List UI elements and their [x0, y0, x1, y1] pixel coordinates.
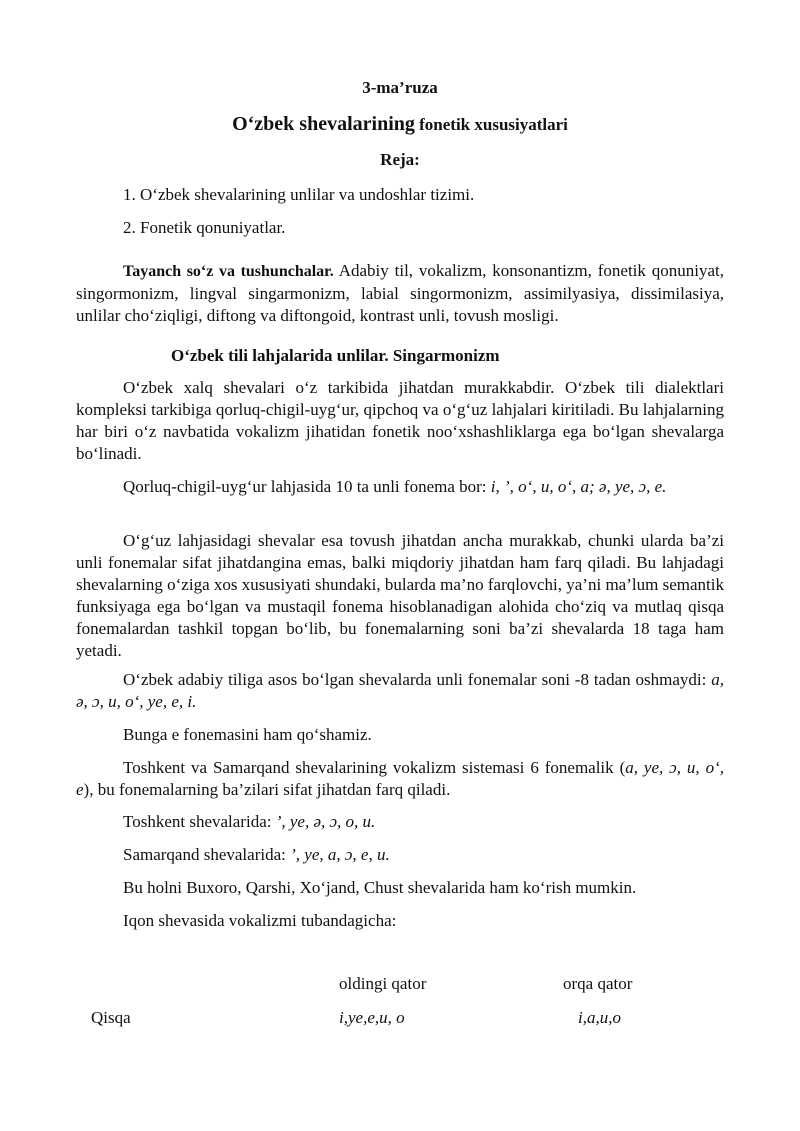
paragraph-9-text: Bu holni Buxoro, Qarshi, Xo‘jand, Chust shevalarida ham ko‘rish mumkin. [123, 878, 637, 897]
paragraph-6-vowels: a, ye, ɔ, u, o‘, e [76, 758, 724, 799]
paragraph-5-text: Bunga e fonemasini ham qo‘shamiz. [123, 725, 372, 744]
paragraph-5 [76, 724, 724, 746]
keywords-text: Adabiy til, vokalizm, konsonantizm, fonetik qonuniyat, singormonizm, lingval singarmonizm, labial singormonizm, assimilyasiya, dissimilasiya, unlilar cho‘ziqligi, diftong va diftongoid, kontrast unli, tovush mosligi. [76, 261, 725, 325]
paragraph-10 [76, 910, 724, 932]
keywords-label: Tayanch so‘z va tushunchalar. [123, 263, 334, 280]
keywords-paragraph [76, 260, 724, 327]
paragraph-4 [76, 669, 724, 713]
title-part-2: fonetik xususiyatlari [414, 115, 568, 134]
plan-item-2: 2. Fonetik qonuniyatlar. [123, 218, 286, 237]
table-header-back-row: orqa qator [563, 974, 633, 993]
paragraph-6-text-a: Toshkent va Samarqand shevalarining vokalizm sistemasi 6 fonemalik ( [123, 758, 626, 777]
paragraph-2-vowels: i, ’, o‘, u, o‘, a; ə, ye, ɔ, e. [490, 477, 667, 496]
section-title: O‘zbek tili lahjalarida unlilar. Singarmonizm [171, 346, 500, 365]
paragraph-7-text: Toshkent shevalarida: [123, 812, 276, 831]
paragraph-1 [76, 377, 724, 465]
paragraph-8 [76, 844, 724, 866]
table-row-label-short: Qisqa [91, 1008, 131, 1027]
table-cell-short-front: i,ye,e,u, o [339, 1008, 405, 1027]
paragraph-3 [76, 530, 724, 662]
paragraph-2-text: Qorluq-chigil-uyg‘ur lahjasida 10 ta unli fonema bor: [123, 477, 491, 496]
paragraph-8-text: Samarqand shevalarida: [123, 845, 291, 864]
paragraph-1-text: O‘zbek xalq shevalari o‘z tarkibida jihatdan murakkabdir. O‘zbek tili dialektlari kompleksi tarkibiga qorluq-chigil-uyg‘ur, qipchoq va o‘g‘uz lahjalari kiritiladi. Bu lahjalarning har biri o‘z navbatida vokalizm jihatidan fonetik noo‘xshashliklarga ega bo‘lgan shevalarga bo‘linadi. [76, 378, 724, 463]
paragraph-3-text: O‘g‘uz lahjasidagi shevalar esa tovush jihatdan ancha murakkab, chunki ularda ba’zi unli fonemalar sifat jihatdangina emas, balki miqdoriy jihatdan ham farq qiladi. Bu lahjadagi shevalarning o‘ziga xos xususiyati shundaki, bularda ma’no farqlovchi, ya’ni ma’lum semantik funksiyaga ega bo‘lgan va mustaqil fonema hisoblanadigan alohida cho‘ziq va mutlaq qisqa fonemalardan tashkil topgan bo‘lib, bu fonemalarning soni ba’zi shevalarda 18 taga ham yetadi. [76, 531, 724, 660]
document-title [0, 113, 800, 136]
table-cell-short-back: i,a,u,o [578, 1008, 621, 1027]
plan-label: Reja: [380, 150, 420, 169]
table-header-front-row: oldingi qator [339, 974, 427, 993]
paragraph-7-vowels: ’, ye, ə, ɔ, o, u. [275, 812, 376, 831]
paragraph-6 [76, 757, 724, 801]
plan-item-1: 1. O‘zbek shevalarining unlilar va undoshlar tizimi. [123, 185, 475, 204]
paragraph-8-vowels: ’, ye, a, ɔ, e, u. [290, 845, 390, 864]
paragraph-9 [76, 877, 724, 899]
paragraph-4-vowels: a, ə, ɔ, u, o‘, ye, e, i. [76, 670, 724, 711]
lecture-number: 3-ma’ruza [362, 78, 438, 97]
title-part-1: O‘zbek shevalarining [232, 113, 415, 135]
paragraph-6-text-b: ), bu fonemalarning ba’zilari sifat jihatdan farq qiladi. [83, 780, 451, 799]
paragraph-10-text: Iqon shevasida vokalizmi tubandagicha: [123, 911, 397, 930]
paragraph-2 [76, 476, 724, 498]
paragraph-7 [76, 811, 724, 833]
paragraph-4-text: O‘zbek adabiy tiliga asos bo‘lgan shevalarda unli fonemalar soni -8 tadan oshmaydi: [123, 670, 712, 689]
